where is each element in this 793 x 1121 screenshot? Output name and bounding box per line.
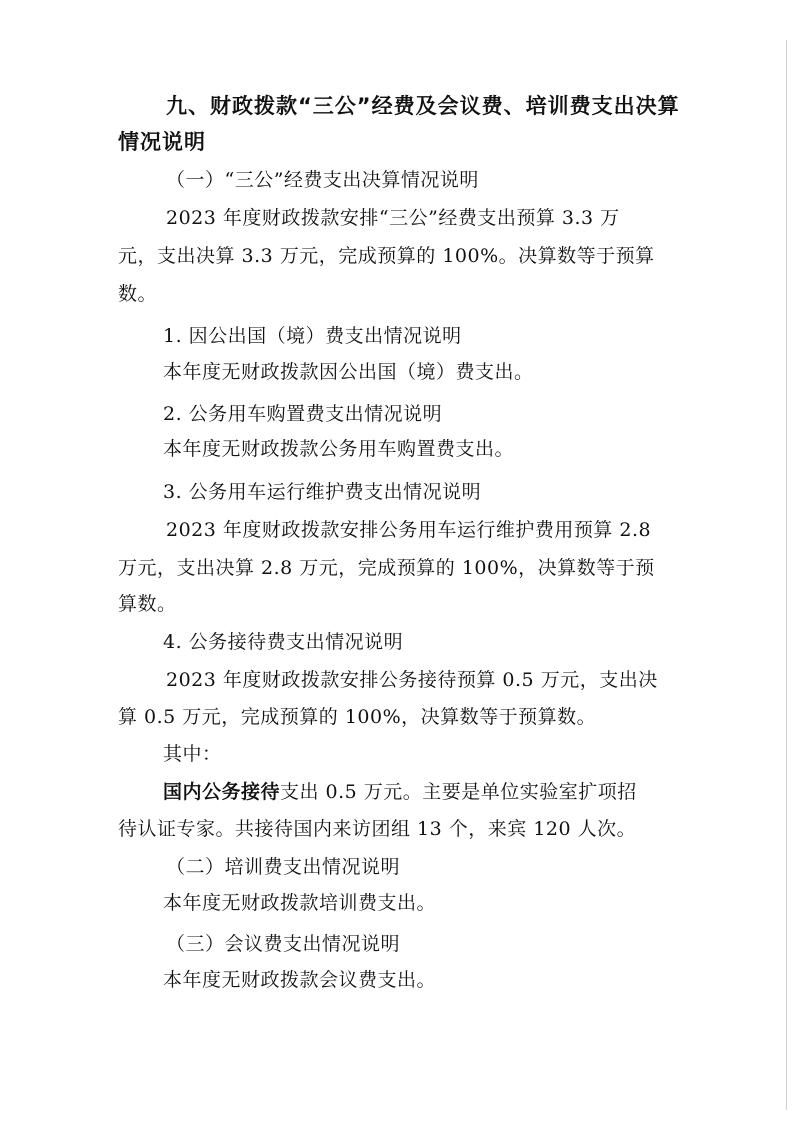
part2-heading: （二）培训费支出情况说明 xyxy=(166,856,401,878)
scan-edge-line xyxy=(786,40,787,1110)
domestic-reception-line2: 待认证专家。共接待国内来访团组 13 个，来宾 120 人次。 xyxy=(118,818,637,840)
part3-text: 本年度无财政拨款会议费支出。 xyxy=(163,969,437,991)
item4-para-line2: 算 0.5 万元，完成预算的 100%，决算数等于预算数。 xyxy=(118,706,597,728)
part3-heading: （三）会议费支出情况说明 xyxy=(166,933,401,955)
part1-para-line2: 元，支出决算 3.3 万元，完成预算的 100%。决算数等于预算 xyxy=(118,245,655,267)
item4-among: 其中： xyxy=(163,743,222,765)
item3-heading: 3. 公务用车运行维护费支出情况说明 xyxy=(163,481,482,503)
item3-para-line1: 2023 年度财政拨款安排公务用车运行维护费用预算 2.8 xyxy=(166,519,652,541)
domestic-reception-label: 国内公务接待 xyxy=(163,781,281,803)
domestic-reception-rest: 支出 0.5 万元。主要是单位实验室扩项招 xyxy=(280,781,637,803)
part1-para-line1: 2023 年度财政拨款安排“三公”经费支出预算 3.3 万 xyxy=(166,207,620,229)
item3-para-line3: 算数。 xyxy=(118,593,177,615)
item4-para-line1: 2023 年度财政拨款安排公务接待预算 0.5 万元，支出决 xyxy=(166,669,658,691)
section-title-line2: 情况说明 xyxy=(118,130,206,154)
item1-text: 本年度无财政拨款因公出国（境）费支出。 xyxy=(163,361,534,383)
item1-heading: 1. 因公出国（境）费支出情况说明 xyxy=(163,325,462,347)
item2-text: 本年度无财政拨款公务用车购置费支出。 xyxy=(163,438,515,460)
part1-para-line3: 数。 xyxy=(118,283,158,305)
part1-heading: （一）“三公”经费支出决算情况说明 xyxy=(166,169,479,191)
section-title-line1: 九、财政拨款“三公”经费及会议费、培训费支出决算 xyxy=(166,94,680,118)
item3-para-line2: 万元，支出决算 2.8 万元，完成预算的 100%，决算数等于预 xyxy=(118,557,655,579)
item4-heading: 4. 公务接待费支出情况说明 xyxy=(163,631,404,653)
domestic-reception-line1 xyxy=(163,778,637,806)
part2-text: 本年度无财政拨款培训费支出。 xyxy=(163,892,437,914)
item2-heading: 2. 公务用车购置费支出情况说明 xyxy=(163,403,443,425)
